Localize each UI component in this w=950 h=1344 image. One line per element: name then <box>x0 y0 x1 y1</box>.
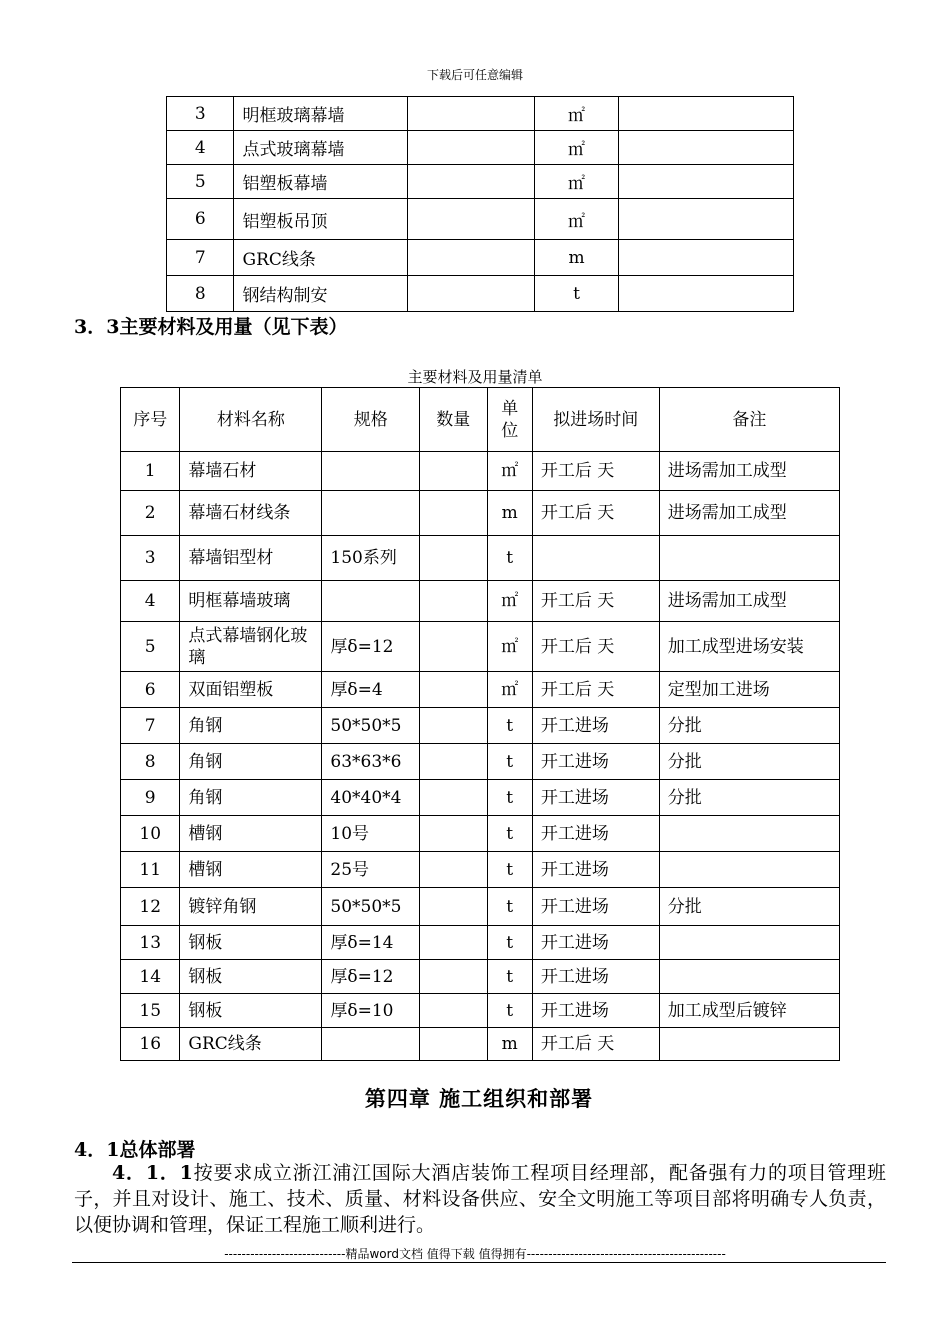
row-no: 9 <box>121 780 180 816</box>
row-name: 槽钢 <box>180 816 322 852</box>
row-name: 双面铝塑板 <box>180 672 322 708</box>
row-note: 加工成型后镀锌 <box>659 994 839 1028</box>
row-spec: 厚δ=12 <box>322 622 420 672</box>
header-time: 拟进场时间 <box>532 388 659 452</box>
row-note: 分批 <box>659 780 839 816</box>
row-unit: ㎡ <box>487 622 532 672</box>
row-spec: 厚δ=10 <box>322 994 420 1028</box>
row-time: 开工进场 <box>532 780 659 816</box>
row-unit: t <box>487 994 532 1028</box>
row-spec: 150系列 <box>322 536 420 581</box>
row-note <box>659 816 839 852</box>
row-qty <box>420 672 487 708</box>
table-row <box>121 536 840 581</box>
row-time: 开工后 天 <box>532 452 659 491</box>
paragraph <box>74 1160 886 1238</box>
header-no: 序号 <box>121 388 180 452</box>
row-qty <box>420 536 487 581</box>
row-name: GRC线条 <box>180 1028 322 1061</box>
item-unit: ㎡ <box>535 199 619 240</box>
row-no: 6 <box>121 672 180 708</box>
sub-heading: 4．1总体部署 <box>74 1139 196 1161</box>
chapter-title: 第四章 施工组织和部署 <box>364 1086 594 1111</box>
row-time: 开工进场 <box>532 744 659 780</box>
row-no: 8 <box>121 744 180 780</box>
table-row <box>167 240 794 276</box>
item-no: 6 <box>167 199 234 240</box>
table-row <box>167 131 794 165</box>
row-no: 14 <box>121 960 180 994</box>
table-row <box>121 816 840 852</box>
row-no: 16 <box>121 1028 180 1061</box>
item-cell <box>618 97 793 131</box>
row-qty <box>420 926 487 960</box>
item-name: 钢结构制安 <box>234 276 408 312</box>
table-row <box>121 960 840 994</box>
row-note <box>659 852 839 888</box>
row-no: 3 <box>121 536 180 581</box>
item-unit: ㎡ <box>535 131 619 165</box>
row-note: 进场需加工成型 <box>659 581 839 622</box>
table-row <box>121 581 840 622</box>
row-unit: m <box>487 1028 532 1061</box>
row-qty <box>420 1028 487 1061</box>
row-note: 分批 <box>659 708 839 744</box>
row-unit: t <box>487 744 532 780</box>
row-note: 加工成型进场安装 <box>659 622 839 672</box>
table-row <box>167 276 794 312</box>
item-cell <box>408 276 535 312</box>
table-row <box>121 708 840 744</box>
row-unit: t <box>487 960 532 994</box>
row-unit: ㎡ <box>487 581 532 622</box>
row-spec: 厚δ=4 <box>322 672 420 708</box>
item-cell <box>618 240 793 276</box>
row-no: 11 <box>121 852 180 888</box>
header-qty: 数量 <box>420 388 487 452</box>
row-time: 开工后 天 <box>532 491 659 536</box>
row-name: 钢板 <box>180 994 322 1028</box>
row-no: 1 <box>121 452 180 491</box>
item-no: 3 <box>167 97 234 131</box>
row-time: 开工后 天 <box>532 581 659 622</box>
row-time: 开工进场 <box>532 926 659 960</box>
row-qty <box>420 452 487 491</box>
row-name: 钢板 <box>180 960 322 994</box>
row-time <box>532 536 659 581</box>
row-qty <box>420 581 487 622</box>
item-cell <box>408 199 535 240</box>
row-qty <box>420 888 487 926</box>
row-time: 开工进场 <box>532 888 659 926</box>
row-note <box>659 1028 839 1061</box>
item-cell <box>408 131 535 165</box>
table-row <box>121 852 840 888</box>
row-unit: t <box>487 926 532 960</box>
row-name: 幕墙石材线条 <box>180 491 322 536</box>
footer-divider <box>72 1262 886 1263</box>
table-row <box>121 994 840 1028</box>
materials-table <box>120 387 840 1061</box>
table-row <box>121 1028 840 1061</box>
header-name: 材料名称 <box>180 388 322 452</box>
row-spec: 50*50*5 <box>322 708 420 744</box>
row-qty <box>420 780 487 816</box>
row-time: 开工进场 <box>532 994 659 1028</box>
row-spec: 50*50*5 <box>322 888 420 926</box>
row-name: 幕墙石材 <box>180 452 322 491</box>
row-unit: t <box>487 708 532 744</box>
row-note <box>659 536 839 581</box>
row-time: 开工进场 <box>532 816 659 852</box>
item-unit: ㎡ <box>535 97 619 131</box>
row-unit: m <box>487 491 532 536</box>
row-unit: t <box>487 852 532 888</box>
item-name: 明框玻璃幕墙 <box>234 97 408 131</box>
paragraph-number: 4．1．1 <box>112 1162 193 1184</box>
section-heading: 3．3主要材料及用量（见下表） <box>74 316 348 338</box>
item-cell <box>408 97 535 131</box>
item-name: 铝塑板幕墙 <box>234 165 408 199</box>
row-time: 开工后 天 <box>532 672 659 708</box>
item-no: 8 <box>167 276 234 312</box>
row-qty <box>420 994 487 1028</box>
item-cell <box>618 276 793 312</box>
row-time: 开工进场 <box>532 708 659 744</box>
table-row <box>121 622 840 672</box>
row-time: 开工进场 <box>532 960 659 994</box>
row-name: 钢板 <box>180 926 322 960</box>
row-qty <box>420 852 487 888</box>
row-unit: t <box>487 816 532 852</box>
row-unit: t <box>487 888 532 926</box>
item-cell <box>408 240 535 276</box>
item-no: 5 <box>167 165 234 199</box>
header-note: 备注 <box>659 388 839 452</box>
row-no: 5 <box>121 622 180 672</box>
table-row <box>121 744 840 780</box>
item-no: 7 <box>167 240 234 276</box>
table-row <box>121 888 840 926</box>
table-row <box>121 452 840 491</box>
item-unit: m <box>535 240 619 276</box>
row-no: 10 <box>121 816 180 852</box>
row-note: 进场需加工成型 <box>659 491 839 536</box>
table-header-row <box>121 388 840 452</box>
row-qty <box>420 491 487 536</box>
row-unit: t <box>487 536 532 581</box>
row-note: 定型加工进场 <box>659 672 839 708</box>
item-no: 4 <box>167 131 234 165</box>
table-row <box>167 199 794 240</box>
row-spec <box>322 581 420 622</box>
row-qty <box>420 816 487 852</box>
row-time: 开工后 天 <box>532 1028 659 1061</box>
row-note: 分批 <box>659 888 839 926</box>
row-spec <box>322 452 420 491</box>
table-row <box>167 97 794 131</box>
row-name: 槽钢 <box>180 852 322 888</box>
table-row <box>121 491 840 536</box>
row-qty <box>420 960 487 994</box>
row-unit: ㎡ <box>487 452 532 491</box>
row-name: 点式幕墙钢化玻璃 <box>180 622 322 672</box>
row-name: 角钢 <box>180 780 322 816</box>
row-note <box>659 960 839 994</box>
row-name: 镀锌角钢 <box>180 888 322 926</box>
row-spec: 厚δ=12 <box>322 960 420 994</box>
item-name: GRC线条 <box>234 240 408 276</box>
project-items-table <box>166 96 794 312</box>
footer-note: ----------------------------精品word文档 值得下载 值得拥有---------------------------------------------- <box>224 1247 726 1261</box>
item-name: 铝塑板吊顶 <box>234 199 408 240</box>
row-note: 进场需加工成型 <box>659 452 839 491</box>
row-name: 角钢 <box>180 744 322 780</box>
header-unit: 单位 <box>487 388 532 452</box>
table-caption: 主要材料及用量清单 <box>407 368 543 386</box>
item-unit: t <box>535 276 619 312</box>
row-name: 角钢 <box>180 708 322 744</box>
row-no: 12 <box>121 888 180 926</box>
row-spec: 63*63*6 <box>322 744 420 780</box>
item-name: 点式玻璃幕墙 <box>234 131 408 165</box>
row-note <box>659 926 839 960</box>
row-qty <box>420 622 487 672</box>
row-no: 2 <box>121 491 180 536</box>
table-row <box>121 780 840 816</box>
item-cell <box>618 199 793 240</box>
row-note: 分批 <box>659 744 839 780</box>
row-no: 15 <box>121 994 180 1028</box>
header-note: 下载后可任意编辑 <box>426 68 523 82</box>
row-qty <box>420 744 487 780</box>
row-unit: ㎡ <box>487 672 532 708</box>
row-spec: 40*40*4 <box>322 780 420 816</box>
row-qty <box>420 708 487 744</box>
row-spec: 厚δ=14 <box>322 926 420 960</box>
row-name: 幕墙铝型材 <box>180 536 322 581</box>
item-cell <box>408 165 535 199</box>
row-name: 明框幕墙玻璃 <box>180 581 322 622</box>
row-unit: t <box>487 780 532 816</box>
item-unit: ㎡ <box>535 165 619 199</box>
paragraph-text: 按要求成立浙江浦江国际大酒店装饰工程项目经理部，配备强有力的项目管理班子，并且对设计、施工、技术、质量、材料设备供应、安全文明施工等项目部将明确专人负责，以便协调和管理，保证工程施工顺利进行。 <box>74 1162 886 1236</box>
table-row <box>121 672 840 708</box>
row-spec: 25号 <box>322 852 420 888</box>
item-cell <box>618 165 793 199</box>
table-row <box>121 926 840 960</box>
row-spec: 10号 <box>322 816 420 852</box>
row-spec <box>322 1028 420 1061</box>
row-time: 开工后 天 <box>532 622 659 672</box>
row-time: 开工进场 <box>532 852 659 888</box>
row-no: 13 <box>121 926 180 960</box>
row-spec <box>322 491 420 536</box>
row-no: 7 <box>121 708 180 744</box>
row-no: 4 <box>121 581 180 622</box>
table-row <box>167 165 794 199</box>
item-cell <box>618 131 793 165</box>
header-spec: 规格 <box>322 388 420 452</box>
